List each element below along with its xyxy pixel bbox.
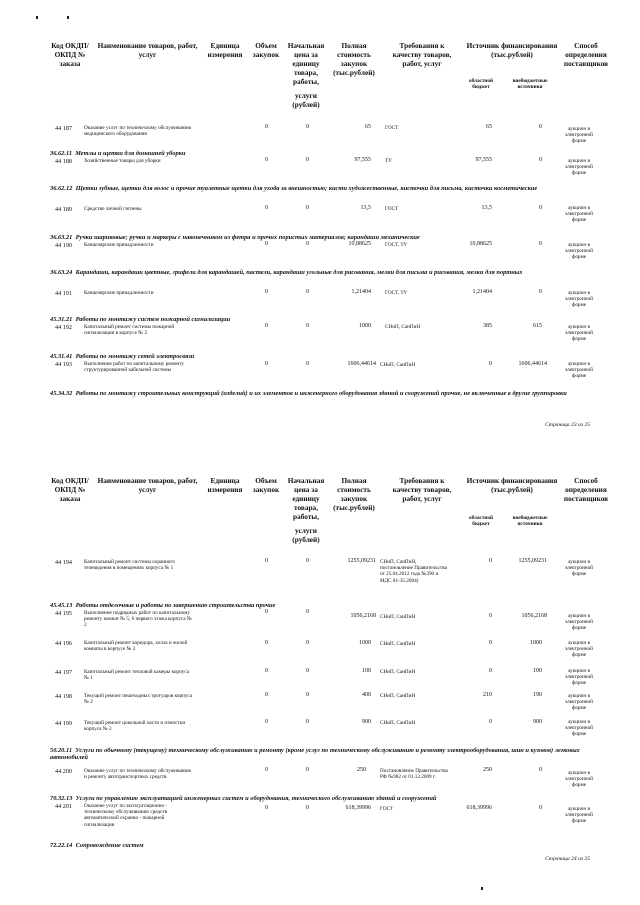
- total-value: 618,39996: [345, 805, 371, 811]
- regional-budget-value: 0: [489, 613, 492, 619]
- header-source: Источник финансирования (тыс.рублей): [466, 41, 558, 59]
- regional-budget-value: 0: [489, 668, 492, 674]
- regional-budget-value: 10,88625: [469, 241, 492, 247]
- volume-value: 0: [265, 719, 268, 725]
- regional-budget-value: 0: [489, 719, 492, 725]
- item-name: Капитальный ремонт системы охранного телевидения в помещениях корпуса № 1: [84, 559, 175, 572]
- item-name: Капитальный ремонт коридора, холла и жилой комнаты в корпусе № 2: [84, 640, 188, 653]
- section-title: Сопровождение систем: [75, 842, 144, 849]
- volume-value: 0: [265, 805, 268, 811]
- volume-value: 0: [265, 323, 268, 329]
- procurement-method: аукцион в электронной форме: [565, 640, 593, 659]
- requirement: СНиП, СанПиН: [380, 614, 416, 620]
- total-value: 13,5: [360, 205, 371, 211]
- price-value: 0: [306, 289, 309, 295]
- procurement-method: аукцион в электронной форме: [565, 126, 593, 145]
- section-code: 72.22.14: [50, 842, 73, 849]
- order-code: 44 193: [55, 361, 73, 368]
- header-name: Наименование товаров, работ, услуг: [97, 476, 198, 494]
- header-price-a: Начальная цена за единицу товара, работы,: [287, 41, 325, 86]
- procurement-method: аукцион в электронной форме: [565, 613, 593, 632]
- header-unit: Единица измерения: [207, 41, 243, 59]
- total-value: 65: [365, 124, 371, 130]
- item-name: Оказание услуг по техническому обслуживанию медицинского оборудования: [84, 125, 192, 138]
- section-code: 36.62.12: [50, 185, 73, 192]
- order-code: 44 197: [55, 669, 73, 676]
- section-code: 45.31.21: [50, 316, 73, 323]
- section-title: Работы по монтажу систем пожарной сигнализации: [75, 316, 231, 323]
- volume-value: 0: [265, 668, 268, 674]
- regional-budget-value: 250: [483, 767, 492, 773]
- volume-value: 0: [265, 124, 268, 130]
- item-name: Текущий ремонт пешеходных тротуаров корпуса № 2: [84, 693, 193, 706]
- header-regional: областной бюджет: [469, 515, 493, 527]
- order-code: 44 189: [55, 206, 73, 213]
- price-value: 0: [306, 323, 309, 329]
- total-value: 97,555: [354, 157, 371, 163]
- section-heading: [50, 602, 595, 609]
- order-code: 44 196: [55, 640, 73, 647]
- procurement-method: аукцион в электронной форме: [565, 242, 593, 261]
- price-value: 0: [306, 719, 309, 725]
- requirement: ТУ: [385, 158, 392, 164]
- regional-budget-value: 1,21404: [472, 289, 492, 295]
- header-name: Наименование товаров, работ, услуг: [97, 41, 198, 59]
- section-title: Щетки зубные, щетки для волос и прочие туалетные щетки для ухода за внешностью; кисти художественные, кисточки для письма, кисточки косметические: [75, 185, 538, 192]
- order-code: 44 187: [55, 125, 73, 132]
- section-heading: [50, 842, 595, 849]
- offbudget-value: 1056,2168: [521, 613, 547, 619]
- header-price: [286, 41, 326, 109]
- volume-value: 0: [265, 767, 268, 773]
- section-title: Работы по монтажу сетей электросвязи: [75, 353, 195, 360]
- offbudget-value: 1000: [530, 640, 542, 646]
- volume-value: 0: [265, 640, 268, 646]
- section-title: Ручки шариковые; ручки и маркеры с наконечником из фетра и прочих пористых материалов; карандаши механические: [75, 234, 420, 241]
- section-heading: [50, 353, 595, 360]
- item-name: Канцелярские принадлежности: [84, 242, 154, 248]
- section-code: 36.63.24: [50, 269, 73, 276]
- section-code: 50.20.11: [50, 747, 73, 754]
- offbudget-value: 0: [539, 241, 542, 247]
- offbudget-value: 900: [533, 719, 542, 725]
- requirement: СНиП, СанПиН: [380, 669, 416, 675]
- requirement: Постановление Правительства РФ №982 от 01.12.2009 г.: [380, 768, 448, 781]
- order-code: 44 198: [55, 693, 73, 700]
- section-code: 45.31.41: [50, 353, 73, 360]
- page-number: Страница 24 из 25: [545, 856, 591, 862]
- offbudget-value: 100: [533, 668, 542, 674]
- regional-budget-value: 385: [483, 323, 492, 329]
- item-name: Канцелярские принадлежности: [84, 290, 154, 296]
- procurement-method: аукцион в электронной форме: [565, 719, 593, 738]
- total-value: 1,21404: [351, 289, 371, 295]
- scan-speck: [36, 16, 38, 19]
- section-title: Карандаши, карандаши цветные, грифели для карандашей, пастели, карандаши угольные для рисования, мелки для письма и рисования, мелки для портных: [75, 269, 523, 276]
- item-name: Средство личной гигиены: [84, 206, 142, 212]
- section-heading: [50, 269, 595, 276]
- header-method: Способ определения поставщиков: [563, 476, 609, 503]
- requirement: СНиП, СанПиН, постановление Правительства от 25.04.2012 года №390 и МДС 81-35.2004): [380, 559, 447, 584]
- item-name: Капитальный ремонт системы пожарной сигнализации в корпусе № 2: [84, 324, 175, 337]
- requirement: СНиП, СанПиН: [385, 324, 421, 330]
- header-price-b: услуги (рублей): [292, 91, 320, 109]
- order-code: 44 201: [55, 803, 73, 810]
- price-value: 0: [306, 668, 309, 674]
- header-volume: Объем закупок: [252, 476, 280, 494]
- total-value: 1000: [359, 323, 371, 329]
- requirement: СНиП, СанПиН: [380, 693, 416, 699]
- procurement-method: аукцион в электронной форме: [565, 324, 593, 343]
- section-title: Услуги по обычному (текущему) техническому обслуживанию и ремонту (кроме услуг по техническому обслуживанию и ремонту электрооборудования, шин и кузовов) легковых автомобилей: [50, 747, 580, 762]
- total-value: 100: [362, 668, 371, 674]
- offbudget-value: 615: [533, 323, 542, 329]
- price-value: 0: [306, 805, 309, 811]
- regional-budget-value: 97,555: [475, 157, 492, 163]
- volume-value: 0: [265, 157, 268, 163]
- volume-value: 0: [265, 692, 268, 698]
- header-code: Код ОКДП/ ОКПД № заказа: [51, 41, 89, 68]
- offbudget-value: 0: [539, 157, 542, 163]
- header-volume: Объем закупок: [252, 41, 280, 59]
- header-total: Полная стоимость закупок (тыс.рублей): [333, 41, 375, 77]
- total-value: 1255,09231: [347, 558, 376, 564]
- regional-budget-value: 210: [483, 692, 492, 698]
- price-value: 0: [306, 241, 309, 247]
- regional-budget-value: 0: [489, 361, 492, 367]
- header-offbudget: внебюджетные источники: [512, 515, 548, 527]
- item-name: Оказание услуг по техническому обслуживанию и ремонту автотранспортных средств: [84, 768, 192, 781]
- section-heading: [50, 795, 595, 802]
- total-value: 400: [362, 692, 371, 698]
- section-heading: [50, 747, 595, 761]
- offbudget-value: 1255,09231: [518, 558, 547, 564]
- total-value: 1606,44614: [347, 361, 376, 367]
- procurement-method: аукцион в электронной форме: [565, 205, 593, 224]
- section-title: Работы по монтажу строительных конструкций (изделий) и их элементов и инженерного оборудования зданий и сооружений прочие, не включенные в другие группировки: [75, 390, 567, 397]
- section-code: 36.62.11: [50, 150, 73, 157]
- volume-value: 0: [265, 609, 268, 615]
- price-value: 0: [306, 157, 309, 163]
- section-heading: [50, 185, 595, 192]
- offbudget-value: 190: [533, 692, 542, 698]
- total-value: 1000: [359, 640, 371, 646]
- price-value: 0: [306, 361, 309, 367]
- procurement-method: аукцион в электронной форме: [565, 559, 593, 578]
- regional-budget-value: 13,5: [481, 205, 492, 211]
- section-title: Услуги по управлению эксплуатацией инженерных систем и оборудования, технического обслуживанию зданий и сооружений: [75, 795, 437, 802]
- procurement-method: аукцион в электронной форме: [565, 158, 593, 177]
- order-code: 44 195: [55, 610, 73, 617]
- requirement: СНиП, СанПиН: [380, 720, 416, 726]
- total-value: 900: [362, 719, 371, 725]
- header-total: Полная стоимость закупок (тыс.рублей): [333, 476, 375, 512]
- requirement: ГОСТ: [385, 206, 399, 212]
- header-code: Код ОКДП/ ОКПД № заказа: [51, 476, 89, 503]
- offbudget-value: 0: [539, 767, 542, 773]
- requirement: СНиП, СанПиН: [380, 362, 416, 368]
- price-value: 0: [306, 767, 309, 773]
- offbudget-value: 0: [539, 124, 542, 130]
- regional-budget-value: 65: [486, 124, 492, 130]
- regional-budget-value: 618,39996: [466, 805, 492, 811]
- volume-value: 0: [265, 241, 268, 247]
- offbudget-value: 0: [539, 805, 542, 811]
- offbudget-value: 0: [539, 289, 542, 295]
- price-value: 0: [306, 124, 309, 130]
- volume-value: 0: [265, 205, 268, 211]
- requirement: ГОСТ, ТУ: [385, 242, 408, 248]
- order-code: 44 188: [55, 158, 73, 165]
- scan-speck: [481, 887, 483, 890]
- header-regional: областной бюджет: [469, 78, 493, 90]
- header-price-b: услуги (рублей): [292, 526, 320, 544]
- order-code: 44 192: [55, 324, 73, 331]
- procurement-method: аукцион в электронной форме: [565, 770, 593, 789]
- header-req: Требования к качеству товаров, работ, услуг: [392, 476, 452, 503]
- header-offbudget: внебюджетные источники: [512, 78, 548, 90]
- price-value: 0: [306, 205, 309, 211]
- volume-value: 0: [265, 558, 268, 564]
- header-req: Требования к качеству товаров, работ, услуг: [392, 41, 452, 68]
- requirement: ГОСТ: [380, 806, 394, 812]
- header-method: Способ определения поставщиков: [563, 41, 609, 68]
- item-name: Выполнение работ по капитальному ремонту структурированной кабельной системы: [84, 361, 185, 374]
- order-code: 44 199: [55, 720, 73, 727]
- section-heading: [50, 390, 595, 397]
- header-price-a: Начальная цена за единицу товара, работы,: [287, 476, 325, 521]
- item-name: Выполнение подрядных работ по капитальному ремонту комнат № 5, 6 первого этажа корпуса № 2: [84, 610, 192, 629]
- order-code: 44 194: [55, 559, 73, 566]
- volume-value: 0: [265, 361, 268, 367]
- order-code: 44 191: [55, 290, 73, 297]
- regional-budget-value: 0: [489, 558, 492, 564]
- total-value: 250: [357, 767, 366, 773]
- price-value: 0: [306, 558, 309, 564]
- procurement-method: аукцион в электронной форме: [565, 806, 593, 825]
- section-code: 45.45.13: [50, 602, 73, 609]
- section-title: Метлы и щетки для домашней уборки: [75, 150, 186, 157]
- item-name: Текущий ремонт цокольной части и отмостки корпуса № 2: [84, 720, 186, 733]
- total-value: 1056,2168: [350, 613, 376, 619]
- offbudget-value: 0: [539, 205, 542, 211]
- price-value: 0: [306, 609, 309, 615]
- price-value: 0: [306, 640, 309, 646]
- procurement-method: аукцион в электронной форме: [565, 668, 593, 687]
- requirement: СНиП, СанПиН: [380, 641, 416, 647]
- order-code: 44 200: [55, 768, 73, 775]
- section-title: Работы отделочные и работы по завершению строительства прочие: [75, 602, 276, 609]
- header-price: [286, 476, 326, 544]
- item-name: Хозяйственные товары для уборки: [84, 158, 161, 164]
- total-value: 10,88625: [348, 241, 371, 247]
- procurement-method: аукцион в электронной форме: [565, 693, 593, 712]
- header-source: Источник финансирования (тыс.рублей): [466, 476, 558, 494]
- requirement: ГОСТ: [385, 125, 399, 131]
- section-code: 45.34.32: [50, 390, 73, 397]
- procurement-method: аукцион в электронной форме: [565, 361, 593, 380]
- header-unit: Единица измерения: [207, 476, 243, 494]
- page-number: Страница 23 из 25: [545, 422, 591, 428]
- order-code: 44 190: [55, 242, 73, 249]
- item-name: Оказание услуг по эксплуатационно - техническому обслуживанию средств автоматической охранно - пожарной сигнализации: [84, 803, 168, 828]
- price-value: 0: [306, 692, 309, 698]
- item-name: Капитальный ремонт тепловой камеры корпуса № 1: [84, 669, 190, 682]
- scan-speck: [67, 16, 69, 19]
- offbudget-value: 1606,44614: [518, 361, 547, 367]
- section-code: 70.32.13: [50, 795, 73, 802]
- requirement: ГОСТ, ТУ: [385, 290, 408, 296]
- regional-budget-value: 0: [489, 640, 492, 646]
- volume-value: 0: [265, 289, 268, 295]
- procurement-method: аукцион в электронной форме: [565, 290, 593, 309]
- section-code: 36.63.21: [50, 234, 73, 241]
